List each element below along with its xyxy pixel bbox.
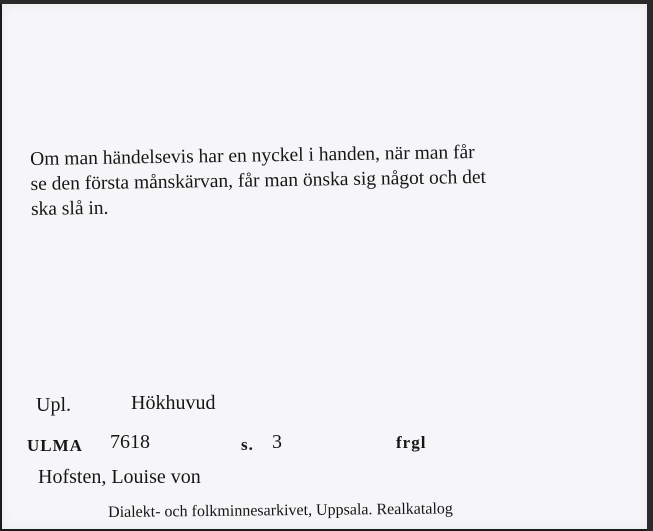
scan-border-right [647, 0, 653, 531]
body-line-1: Om man händelsevis har en nyckel i handen, när man får [30, 142, 475, 170]
archive-card [2, 4, 647, 529]
informant-name: Hofsten, Louise von [38, 466, 201, 488]
card-body-text [30, 138, 631, 222]
type-code: frgl [396, 433, 427, 452]
parish-label: Hökhuvud [131, 392, 216, 414]
page-label: s. [241, 435, 254, 454]
page-number: 3 [272, 431, 282, 453]
province-label: Upl. [36, 394, 71, 416]
archive-footer: Dialekt- och folkminnesarkivet, Uppsala. Realkatalog [108, 500, 453, 521]
body-line-2: se den första månskärvan, får man önska sig något och det [30, 166, 487, 195]
archive-label: ULMA [27, 436, 83, 455]
body-line-3: ska slå in. [30, 197, 109, 220]
archive-number: 7618 [110, 431, 150, 453]
